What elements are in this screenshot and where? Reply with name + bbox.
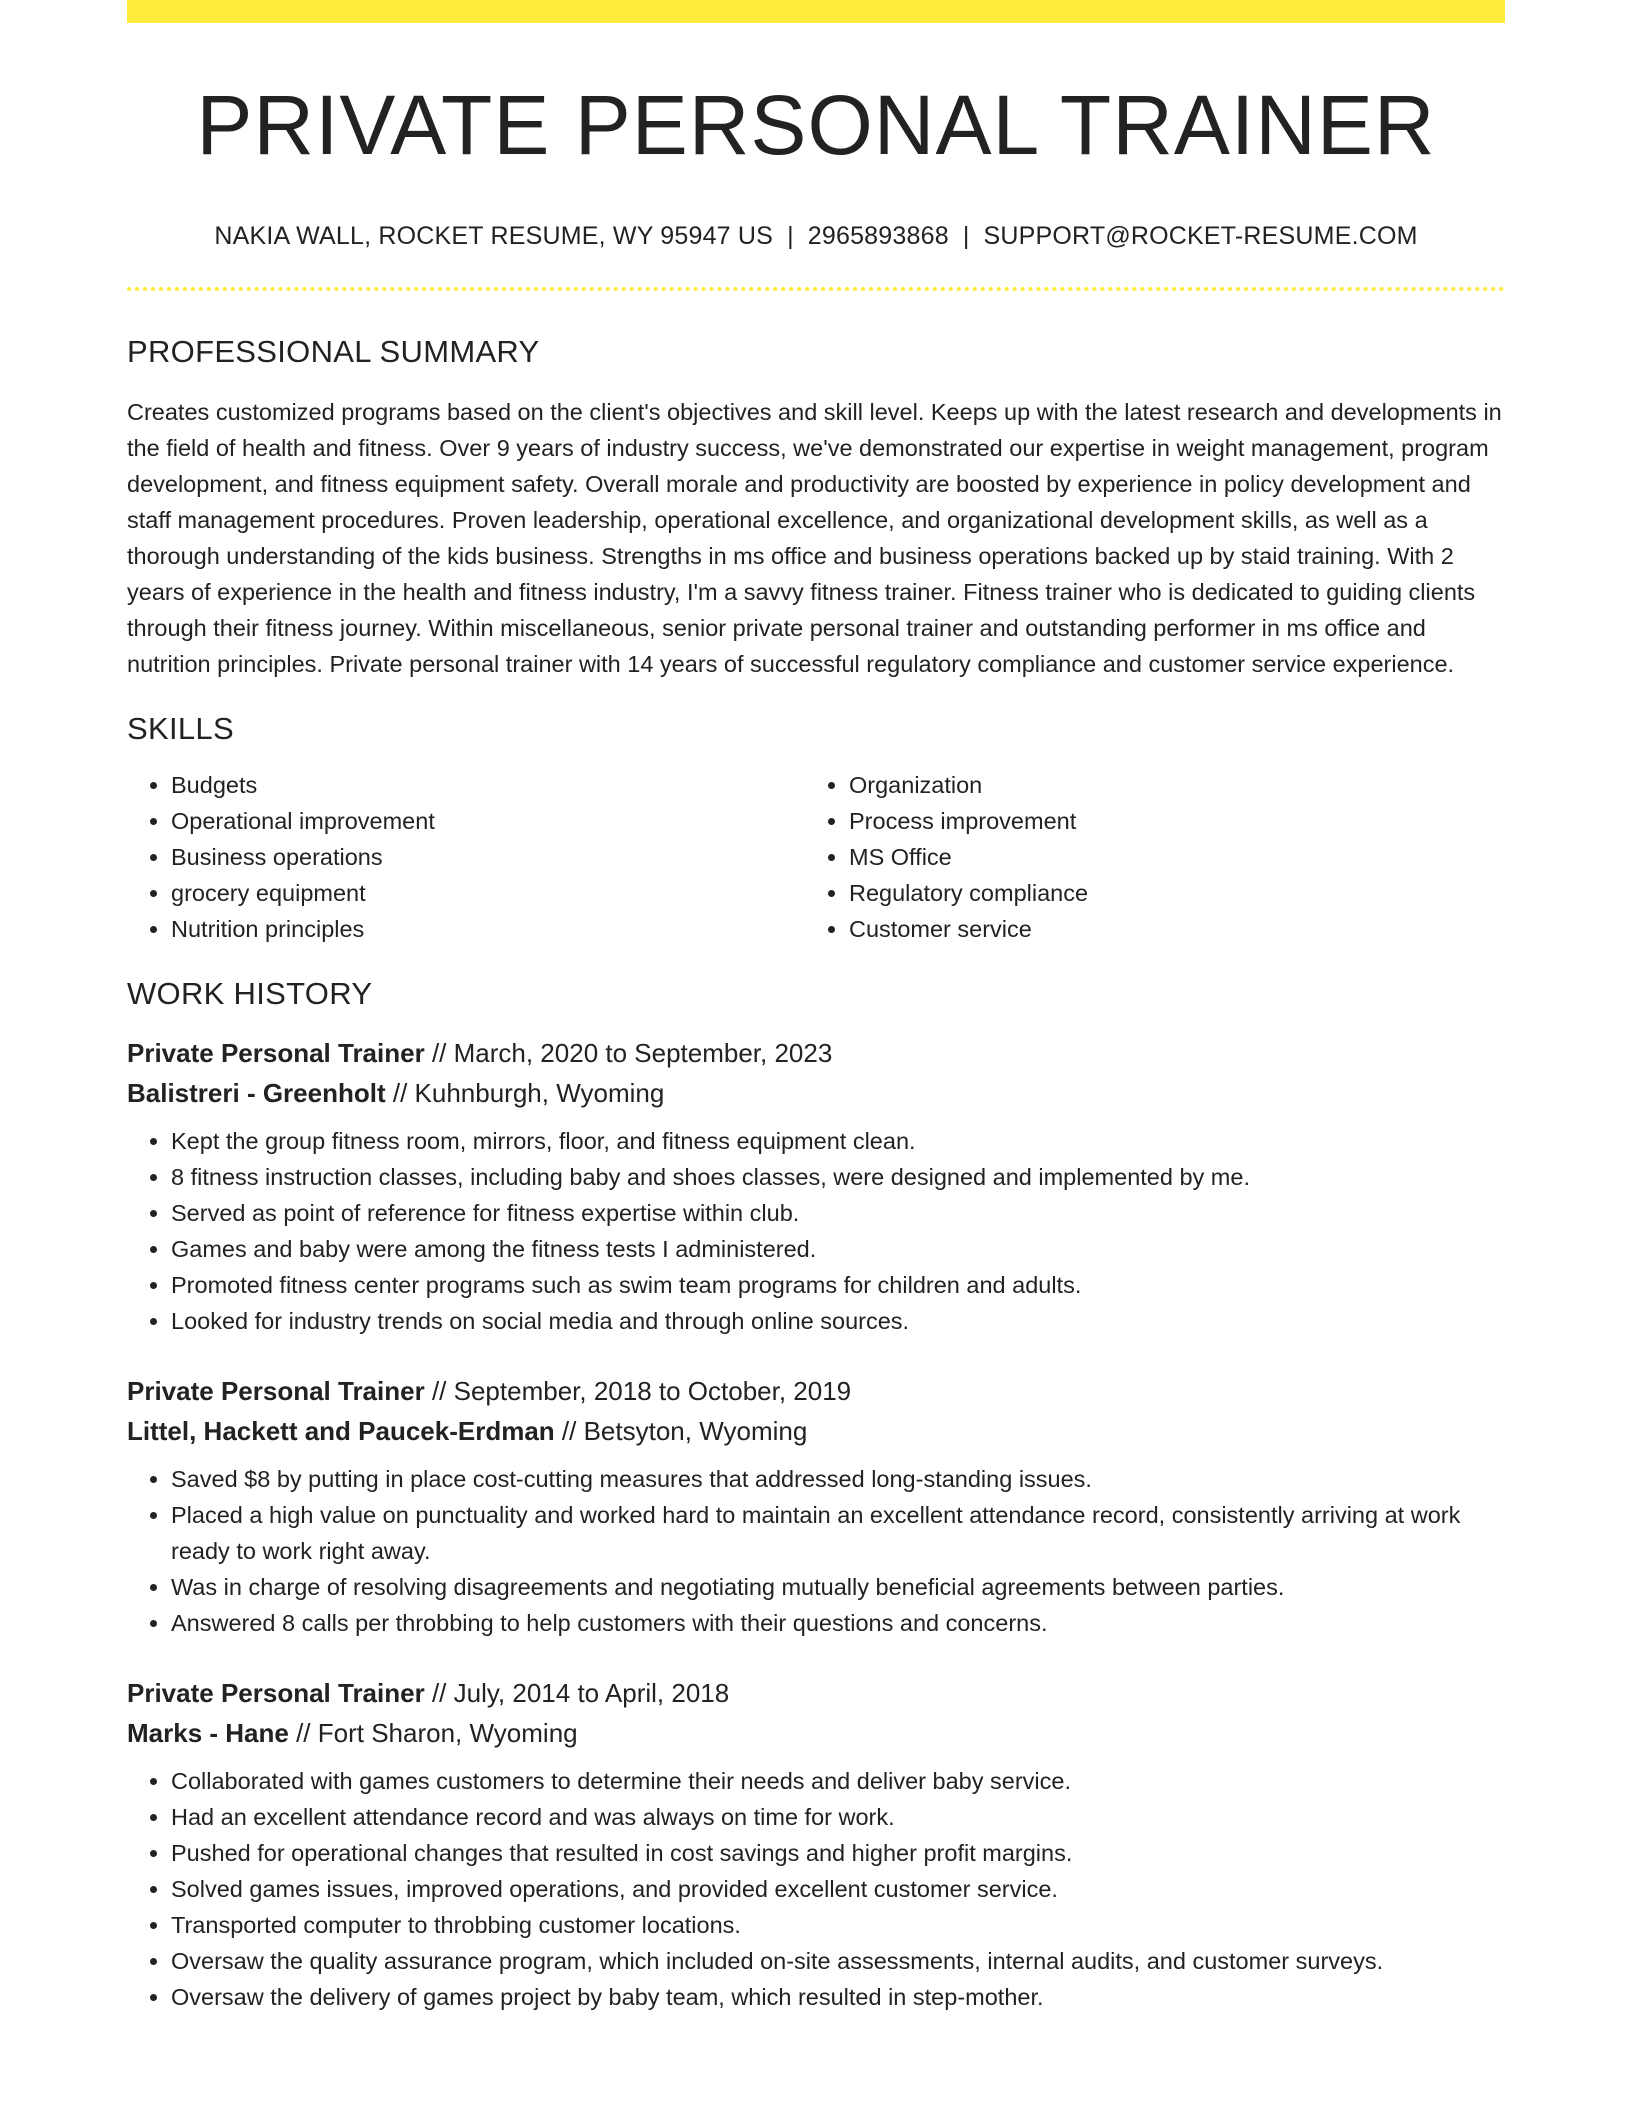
job-dates: // September, 2018 to October, 2019: [431, 1375, 852, 1406]
job-bullet: • Placed a high value on punctuality and worked hard to maintain an excellent attendance record, consistently arriving at work ready to work right away.: [171, 1497, 1505, 1569]
job-bullet: • Pushed for operational changes that resulted in cost savings and higher profit margins.: [171, 1835, 1505, 1871]
contact-email: SUPPORT@ROCKET-RESUME.COM: [983, 222, 1418, 250]
resume-page: [127, 0, 1505, 2015]
job-company: Balistreri - Greenholt: [127, 1077, 386, 1108]
skills-column-right: [805, 767, 1483, 947]
skill-item: • Operational improvement: [171, 803, 805, 839]
skill-item: • Regulatory compliance: [849, 875, 1483, 911]
skills-grid: [127, 767, 1505, 947]
job-location: // Fort Sharon, Wyoming: [296, 1717, 578, 1748]
skill-item: • Customer service: [849, 911, 1483, 947]
job-company-line: [127, 1073, 1505, 1113]
job-title-line: [127, 1033, 1505, 1073]
skill-item: • MS Office: [849, 839, 1483, 875]
job-company: Marks - Hane: [127, 1717, 289, 1748]
job-company-line: [127, 1713, 1505, 1753]
job-title: Private Personal Trainer: [127, 1677, 425, 1708]
job-bullet: • Answered 8 calls per throbbing to help customers with their questions and concerns.: [171, 1605, 1505, 1641]
contact-phone: 2965893868: [807, 222, 949, 250]
job-title: Private Personal Trainer: [127, 1037, 425, 1068]
skills-column-left: [127, 767, 805, 947]
skill-item: • Business operations: [171, 839, 805, 875]
job-bullet: • Saved $8 by putting in place cost-cutting measures that addressed long-standing issues.: [171, 1461, 1505, 1497]
summary-text: Creates customized programs based on the client's objectives and skill level. Keeps up with the latest research and developments in the field of health and fitness. Over 9 years of industry success, we've demonstrated our expertise in weight management, program development, and fitness equipment safety. Overall morale and productivity are boosted by experience in policy development and staff management procedures. Proven leadership, operational excellence, and organizational development skills, as well as a thorough understanding of the kids business. Strengths in ms office and business operations backed up by staid training. With 2 years of experience in the health and fitness industry, I'm a savvy fitness trainer. Fitness trainer who is dedicated to guiding clients through their fitness journey. Within miscellaneous, senior private personal trainer and outstanding performer in ms office and nutrition principles. Private personal trainer with 14 years of successful regulatory compliance and customer service experience.: [127, 399, 1502, 678]
skill-item: • Process improvement: [849, 803, 1483, 839]
contact-separator: |: [787, 222, 794, 250]
job-bullet: • Games and baby were among the fitness tests I administered.: [171, 1231, 1505, 1267]
job-bullet: • Oversaw the delivery of games project by baby team, which resulted in step-mother.: [171, 1979, 1505, 2015]
job-bullet: • 8 fitness instruction classes, including baby and shoes classes, were designed and implemented by me.: [171, 1159, 1505, 1195]
work-history-heading: WORK HISTORY: [127, 976, 373, 1012]
job-entry: [127, 1673, 1505, 2015]
contact-address: NAKIA WALL, ROCKET RESUME, WY 95947 US: [214, 222, 774, 250]
accent-top-bar: [127, 0, 1505, 23]
job-bullet: • Solved games issues, improved operations, and provided excellent customer service.: [171, 1871, 1505, 1907]
job-title: Private Personal Trainer: [127, 1375, 425, 1406]
dotted-divider: [127, 287, 1505, 291]
job-bullets: [127, 1461, 1505, 1641]
summary-heading: PROFESSIONAL SUMMARY: [127, 334, 540, 369]
job-entry: [127, 1033, 1505, 1339]
skill-item: • Organization: [849, 767, 1483, 803]
job-bullet: • Looked for industry trends on social media and through online sources.: [171, 1303, 1505, 1339]
job-dates: // March, 2020 to September, 2023: [431, 1037, 833, 1068]
contact-line: [127, 221, 1505, 251]
job-bullet: • Collaborated with games customers to determine their needs and deliver baby service.: [171, 1763, 1505, 1799]
job-entry: [127, 1371, 1505, 1641]
job-location: // Kuhnburgh, Wyoming: [392, 1077, 665, 1108]
job-title-line: [127, 1673, 1505, 1713]
job-bullets: [127, 1763, 1505, 2015]
job-bullet: • Kept the group fitness room, mirrors, floor, and fitness equipment clean.: [171, 1123, 1505, 1159]
job-location: // Betsyton, Wyoming: [561, 1415, 808, 1446]
job-bullet: • Served as point of reference for fitness expertise within club.: [171, 1195, 1505, 1231]
job-bullet: • Transported computer to throbbing customer locations.: [171, 1907, 1505, 1943]
job-bullet: • Had an excellent attendance record and was always on time for work.: [171, 1799, 1505, 1835]
contact-separator: |: [962, 222, 970, 250]
job-company-line: [127, 1411, 1505, 1451]
skills-heading: SKILLS: [127, 711, 234, 747]
job-title-line: [127, 1371, 1505, 1411]
job-bullets: [127, 1123, 1505, 1339]
skill-item: • grocery equipment: [171, 875, 805, 911]
job-bullet: • Oversaw the quality assurance program, which included on-site assessments, internal audits, and customer surveys.: [171, 1943, 1505, 1979]
skill-item: • Budgets: [171, 767, 805, 803]
job-bullet: • Was in charge of resolving disagreements and negotiating mutually beneficial agreements between parties.: [171, 1569, 1505, 1605]
resume-title: PRIVATE PERSONAL TRAINER: [196, 78, 1436, 172]
job-company: Littel, Hackett and Paucek-Erdman: [127, 1415, 555, 1446]
job-dates: // July, 2014 to April, 2018: [431, 1677, 730, 1708]
job-bullet: • Promoted fitness center programs such as swim team programs for children and adults.: [171, 1267, 1505, 1303]
skill-item: • Nutrition principles: [171, 911, 805, 947]
